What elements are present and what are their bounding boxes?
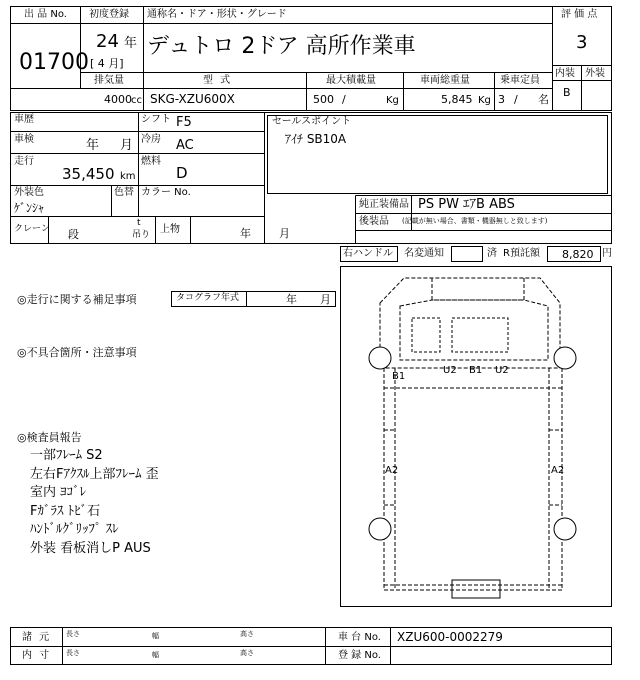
mark-b1-left: B1 [392, 371, 406, 382]
recycle-label: 済 [487, 248, 497, 259]
tacho-label: タコグラフ年式 [176, 293, 240, 303]
mark-a2-right: A2 [551, 465, 565, 476]
ac-label: 冷房 [141, 134, 161, 145]
gross-weight-value: 5,845 [441, 93, 473, 106]
report-line: 外装 看板消しP AUS [30, 540, 151, 556]
max-load-unit: Kg [386, 95, 399, 106]
right-hand-label: 右ハンドル [343, 248, 393, 259]
defect-label: ◎不具合箇所・注意事項 [17, 346, 137, 359]
dims-width-label: 幅 [152, 632, 159, 640]
inspection-year: 年 [86, 138, 100, 153]
report-line: 左右Fｱｸｽﾙ上部ﾌﾚｰﾑ 歪 [30, 466, 159, 482]
mark-u2-b: U2 [495, 365, 509, 376]
mark-u2-a: U2 [443, 365, 457, 376]
crane-lift: 吊り [132, 230, 151, 240]
capacity-value: 3 [498, 93, 505, 106]
color-no-label: カラー No. [141, 187, 191, 198]
name-change-label: 名変通知 [404, 248, 444, 259]
aftermarket-note: (記載が無い場合、書類・機器無しと致します) [402, 217, 548, 225]
max-load-label: 最大積載量 [326, 75, 376, 86]
report-line: 一部ﾌﾚｰﾑ S2 [30, 448, 103, 463]
boarding-label: 上物 [160, 224, 180, 235]
mileage-label: 走行 [14, 156, 34, 167]
mark-a2-left: A2 [385, 465, 399, 476]
chassis-no: XZU600-0002279 [397, 630, 503, 644]
color-label: 外装色 [14, 187, 44, 198]
inner-length-label: 長さ [66, 649, 80, 657]
grade-label: 評 価 点 [561, 9, 598, 20]
crane-ton: t [137, 218, 141, 228]
recycle-fee-value: 8,820 [562, 248, 594, 261]
history-label: 車歴 [14, 114, 34, 125]
inner-height-label: 高さ [240, 649, 254, 657]
gross-weight-label: 車両総重量 [420, 75, 470, 86]
mark-b1-center: B1 [469, 365, 483, 376]
dims-length-label: 長さ [66, 630, 80, 638]
inspection-month: 月 [120, 138, 134, 153]
dims-label: 諸 元 [22, 632, 52, 643]
first-reg-month: [ 4 月] [90, 57, 124, 70]
ac-value: AC [176, 138, 194, 153]
shift-label: シフト [141, 114, 171, 125]
inspector-label: ◎検査員報告 [17, 431, 82, 444]
color-value: ｹﾞﾝｼｬ [14, 201, 45, 215]
inner-label: 内 寸 [22, 650, 52, 661]
first-reg-label: 初度登録 [89, 9, 129, 20]
crane-label: クレーン [14, 224, 50, 234]
aftermarket-label: 後装品 [359, 216, 389, 227]
sales-point: ｱｲﾁ SB10A [285, 132, 347, 146]
displacement-unit: cc [131, 95, 142, 106]
lot-no-label: 出 品 No. [24, 9, 67, 20]
title-label: 通称名・ドア・形状・グレード [147, 9, 287, 20]
capacity-sep: / [514, 93, 518, 106]
displacement-label: 排気量 [94, 75, 124, 86]
tacho-month: 月 [320, 293, 331, 306]
std-equip-value: PS PW ｴｱB ABS [418, 197, 515, 212]
model-label: 型 式 [203, 75, 233, 86]
boarding-month: 月 [279, 227, 290, 240]
color-change-label: 色替 [114, 187, 134, 198]
driving-notes-label: ◎走行に関する補足事項 [17, 293, 137, 306]
inspection-label: 車検 [14, 134, 34, 145]
grade-value: 3 [576, 32, 588, 53]
model-value: SKG-XZU600X [150, 92, 235, 106]
inspector-report [30, 447, 330, 558]
tacho-year: 年 [286, 293, 297, 306]
truck-diagram [380, 278, 565, 590]
crane-step: 段 [68, 228, 79, 241]
sales-label: セールスポイント [272, 116, 352, 127]
mileage-unit: km [120, 171, 136, 182]
max-load-slash: / [342, 93, 346, 106]
exterior-label: 外装 [585, 68, 605, 79]
report-line: Fｶﾞﾗｽ ﾄﾋﾞ石 [30, 503, 101, 519]
fuel-label: 燃料 [141, 156, 161, 167]
interior-label: 内装 [555, 68, 575, 79]
gross-weight-unit: Kg [478, 95, 491, 106]
displacement-value: 4000 [104, 93, 132, 106]
capacity-label: 乗車定員 [500, 75, 540, 86]
lot-no: 01700 [19, 50, 89, 75]
interior-grade: B [563, 86, 571, 99]
fuel-value: D [176, 164, 188, 182]
mileage-value: 35,450 [62, 165, 115, 183]
car-name: デュトロ 2ドア 高所作業車 [147, 34, 416, 59]
first-reg-year: 24 [96, 31, 119, 52]
capacity-unit: 名 [538, 93, 549, 106]
year-unit: 年 [124, 36, 138, 51]
inner-width-label: 幅 [152, 651, 159, 659]
max-load-value: 500 [313, 93, 334, 106]
std-equip-label: 純正装備品 [359, 199, 409, 210]
boarding-year: 年 [240, 227, 251, 240]
yen-label: 円 [602, 248, 612, 259]
report-line: ﾊﾝﾄﾞﾙｸﾞﾘｯﾌﾟ ｽﾚ [30, 522, 119, 537]
report-line: 室内 ﾖｺﾞﾚ [30, 485, 87, 500]
recycle-fee-label: R預託額 [503, 248, 540, 259]
reg-label: 登 録 No. [338, 650, 381, 661]
dims-height-label: 高さ [240, 630, 254, 638]
shift-value: F5 [176, 115, 192, 130]
chassis-label: 車 台 No. [338, 632, 381, 643]
